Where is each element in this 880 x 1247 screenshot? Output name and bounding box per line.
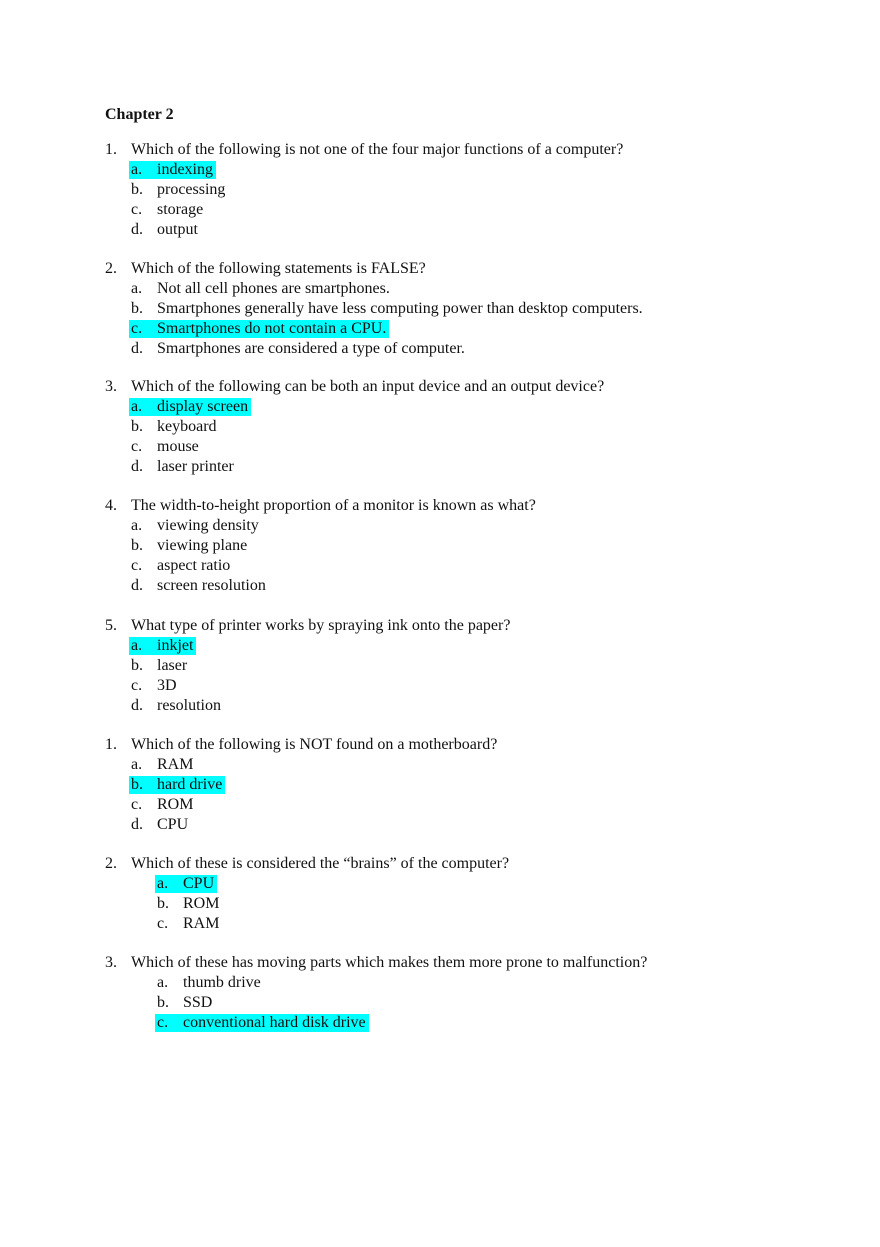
option-text: mouse xyxy=(157,438,199,455)
option-letter: c. xyxy=(157,915,169,932)
option-letter: b. xyxy=(131,418,143,435)
option-text: laser printer xyxy=(157,458,234,475)
option-letter: b. xyxy=(157,895,169,912)
option-text: ROM xyxy=(183,895,220,912)
option-text: output xyxy=(157,221,198,238)
question-text: Which of the following can be both an input device and an output device? xyxy=(131,378,605,395)
question-text: What type of printer works by spraying ink onto the paper? xyxy=(131,617,511,634)
option-letter: a. xyxy=(131,756,143,773)
chapter-title: Chapter 2 xyxy=(105,106,174,123)
option-text: inkjet xyxy=(157,637,194,654)
option-letter: c. xyxy=(131,201,143,218)
option-text: RAM xyxy=(157,756,194,773)
question-text: Which of these has moving parts which makes them more prone to malfunction? xyxy=(131,954,648,971)
question-number: 3. xyxy=(105,954,117,971)
option-text: SSD xyxy=(183,994,213,1011)
option-letter: b. xyxy=(131,300,143,317)
option-text: CPU xyxy=(183,875,215,892)
option-letter: c. xyxy=(131,796,143,813)
option-letter: b. xyxy=(131,657,143,674)
option-letter: d. xyxy=(131,340,143,357)
option-letter: a. xyxy=(131,280,143,297)
question-number: 4. xyxy=(105,497,117,514)
question-number: 5. xyxy=(105,617,117,634)
question-text: Which of these is considered the “brains” of the computer? xyxy=(131,855,510,872)
question-number: 2. xyxy=(105,855,117,872)
option-letter: d. xyxy=(131,697,143,714)
option-letter: c. xyxy=(157,1014,169,1031)
option-letter: b. xyxy=(131,537,143,554)
option-text: CPU xyxy=(157,816,189,833)
option-text: keyboard xyxy=(157,418,217,435)
option-letter: b. xyxy=(131,776,143,793)
option-text: aspect ratio xyxy=(157,557,231,574)
option-letter: a. xyxy=(157,875,169,892)
option-letter: c. xyxy=(131,320,143,337)
option-text: Smartphones generally have less computing power than desktop computers. xyxy=(157,300,643,317)
option-text: display screen xyxy=(157,398,249,415)
option-text: 3D xyxy=(157,677,177,694)
option-text: ROM xyxy=(157,796,194,813)
option-letter: c. xyxy=(131,557,143,574)
question-number: 1. xyxy=(105,141,117,158)
option-text: thumb drive xyxy=(183,974,261,991)
option-text: viewing plane xyxy=(157,537,248,554)
option-letter: a. xyxy=(131,637,143,654)
option-text: laser xyxy=(157,657,188,674)
option-letter: a. xyxy=(157,974,169,991)
option-letter: a. xyxy=(131,398,143,415)
option-text: viewing density xyxy=(157,517,259,534)
option-letter: d. xyxy=(131,458,143,475)
question-text: Which of the following is not one of the four major functions of a computer? xyxy=(131,141,624,158)
question-text: The width-to-height proportion of a monitor is known as what? xyxy=(131,497,536,514)
option-text: screen resolution xyxy=(157,577,266,594)
option-text: Not all cell phones are smartphones. xyxy=(157,280,390,297)
option-letter: c. xyxy=(131,438,143,455)
option-text: conventional hard disk drive xyxy=(183,1014,366,1031)
option-letter: b. xyxy=(157,994,169,1011)
option-letter: d. xyxy=(131,221,143,238)
option-text: storage xyxy=(157,201,204,218)
question-text: Which of the following is NOT found on a motherboard? xyxy=(131,736,498,753)
option-letter: a. xyxy=(131,161,143,178)
option-letter: d. xyxy=(131,816,143,833)
option-letter: d. xyxy=(131,577,143,594)
question-number: 2. xyxy=(105,260,117,277)
option-text: processing xyxy=(157,181,226,198)
option-letter: c. xyxy=(131,677,143,694)
option-text: RAM xyxy=(183,915,220,932)
option-text: Smartphones do not contain a CPU. xyxy=(157,320,387,337)
option-text: hard drive xyxy=(157,776,223,793)
question-text: Which of the following statements is FALSE? xyxy=(131,260,426,277)
option-text: resolution xyxy=(157,697,221,714)
question-number: 3. xyxy=(105,378,117,395)
option-letter: a. xyxy=(131,517,143,534)
option-text: indexing xyxy=(157,161,213,178)
option-letter: b. xyxy=(131,181,143,198)
option-text: Smartphones are considered a type of computer. xyxy=(157,340,465,357)
question-number: 1. xyxy=(105,736,117,753)
